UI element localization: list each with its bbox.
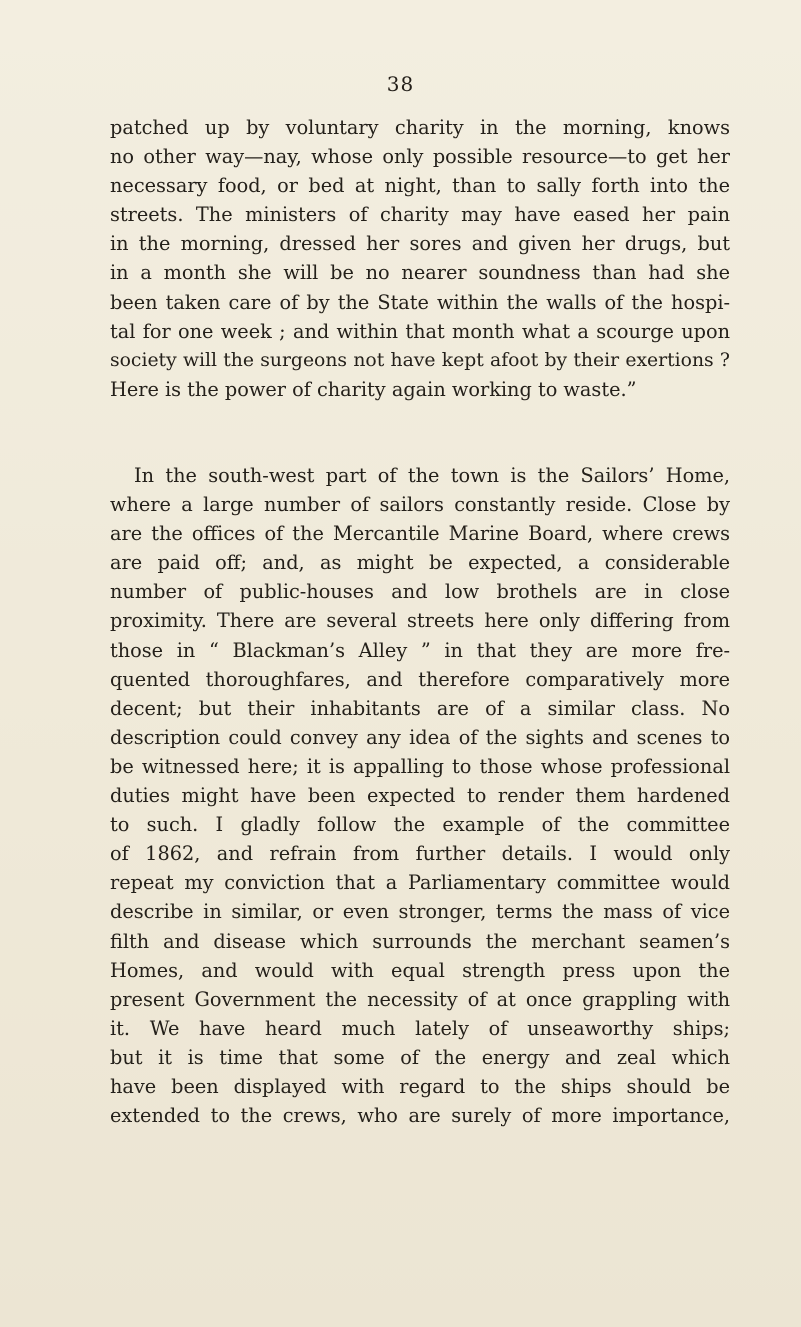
text-line: Homes, and would with equal strength press upon the: [110, 958, 730, 982]
text-line: filth and disease which surrounds the merchant seamen’s: [110, 929, 730, 953]
text-line: of 1862, and refrain from further details. I would only: [110, 842, 730, 866]
paragraph-1: [110, 113, 730, 404]
text-line: description could convey any idea of the sights and scenes to: [110, 725, 730, 749]
text-line: are the offices of the Mercantile Marine Board, where crews: [110, 522, 730, 546]
text-line: society will the surgeons not have kept afoot by their exertions ?: [110, 349, 730, 371]
text-line: describe in similar, or even stronger, terms the mass of vice: [110, 900, 730, 924]
text-line: where a large number of sailors constantly reside. Close by: [110, 493, 730, 517]
text-line: proximity. There are several streets here only differing from: [110, 609, 730, 633]
text-line: necessary food, or bed at night, than to sally forth into the: [110, 174, 730, 198]
text-line: streets. The ministers of charity may have eased her pain: [110, 203, 730, 227]
page-number: 38: [386, 72, 415, 96]
text-line: patched up by voluntary charity in the morning, knows: [110, 116, 730, 139]
text-line: present Government the necessity of at once grappling with: [110, 987, 730, 1011]
text-line: no other way—nay, whose only possible resource—to get her: [110, 145, 730, 169]
text-line: number of public-houses and low brothels are in close: [110, 580, 730, 604]
paragraph-2: [110, 461, 730, 1130]
text-line: in the morning, dressed her sores and given her drugs, but: [110, 232, 730, 256]
text-line: but it is time that some of the energy and zeal which: [110, 1045, 730, 1069]
text-line: have been displayed with regard to the ships should be: [110, 1074, 730, 1098]
text-line: it. We have heard much lately of unseaworthy ships;: [110, 1016, 730, 1040]
text-line: Here is the power of charity again working to waste.”: [110, 377, 637, 401]
text-line: to such. I gladly follow the example of the committee: [110, 813, 730, 837]
text-line: decent; but their inhabitants are of a similar class. No: [110, 696, 730, 720]
text-line: be witnessed here; it is appalling to those whose professional: [110, 754, 730, 778]
text-line: those in “ Blackman’s Alley ” in that they are more fre-: [110, 638, 730, 662]
text-line: duties might have been expected to render them hardened: [110, 784, 730, 808]
text-line: tal for one week ; and within that month what a scourge upon: [110, 319, 730, 343]
text-line: in a month she will be no nearer soundness than had she: [110, 261, 730, 285]
text-line: been taken care of by the State within the walls of the hospi-: [110, 290, 730, 314]
text-line: are paid off; and, as might be expected, a considerable: [110, 551, 730, 575]
text-line: In the south-west part of the town is the Sailors’ Home,: [134, 464, 730, 487]
text-line: extended to the crews, who are surely of more importance,: [110, 1104, 730, 1128]
text-line: repeat my conviction that a Parliamentary committee would: [110, 871, 730, 895]
text-line: quented thoroughfares, and therefore comparatively more: [110, 667, 730, 691]
